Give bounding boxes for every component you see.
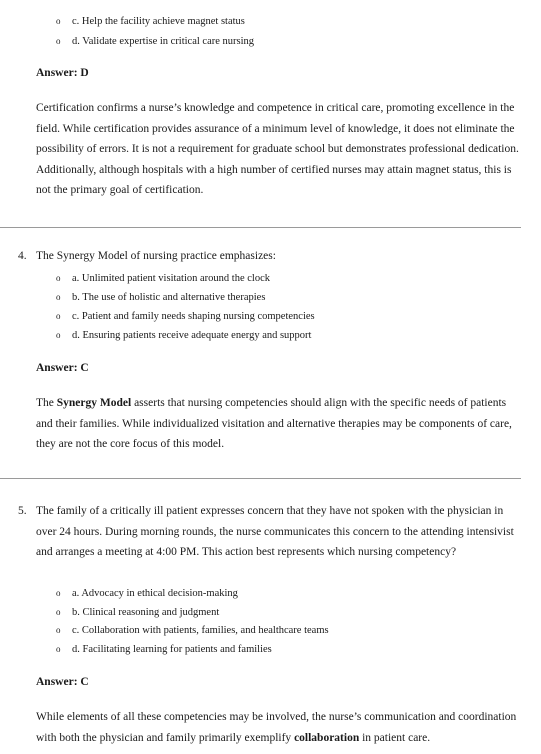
q5-option-a xyxy=(56,586,238,601)
bullet-icon: o xyxy=(56,273,61,283)
explanation-text: asserts that nursing competencies should align with the specific needs of patients and their families. While individualized visitation and alternative therapies may be components of care, they are not the core focus of this model. xyxy=(36,397,512,450)
section-divider xyxy=(0,227,521,228)
q5-question: The family of a critically ill patient expresses concern that they have not spoken with the physician in over 24 hours. During morning rounds, the nurse communicates this concern to the attending intensivist and arranges a meeting at 4:00 PM. This action best represents which nursing competency? xyxy=(36,505,514,558)
option-text: b. The use of holistic and alternative therapies xyxy=(72,292,266,303)
q4-option-c xyxy=(56,309,315,324)
q3-explanation: Certification confirms a nurse’s knowledge and competence in critical care, promoting excellence in the field. While certification provides assurance of a minimum level of knowledge, it does not eliminate the possibility of errors. It is not a requirement for graduate school but demonstrates professional dedication. Additionally, although hospitals with a high number of certified nurses may attain magnet status, this is not the primary goal of certification. xyxy=(36,102,519,196)
explanation-text: in patient care. xyxy=(359,731,431,744)
option-text: a. Unlimited patient visitation around the clock xyxy=(72,273,270,284)
bullet-icon: o xyxy=(56,36,61,46)
option-text: c. Patient and family needs shaping nursing competencies xyxy=(72,311,315,322)
q5-answer: Answer: C xyxy=(36,676,89,688)
option-text: c. Collaboration with patients, families, and healthcare teams xyxy=(72,625,329,636)
option-text: d. Ensuring patients receive adequate energy and support xyxy=(72,330,312,341)
q4-option-d xyxy=(56,328,311,343)
bullet-icon: o xyxy=(56,311,61,321)
q5-explanation xyxy=(36,707,520,748)
bullet-icon: o xyxy=(56,16,61,26)
q4-option-a xyxy=(56,271,270,286)
q4-answer: Answer: C xyxy=(36,362,89,374)
bullet-icon: o xyxy=(56,292,61,302)
section-divider xyxy=(0,478,521,479)
explanation-text: While elements of all these competencies may be involved, the nurse’s communication and coordination with both the physician and family primarily exemplify xyxy=(36,711,517,744)
bullet-icon: o xyxy=(56,644,61,654)
explanation-bold-term: collaboration xyxy=(294,731,360,744)
q5-option-d xyxy=(56,642,272,657)
q5-number: 5. xyxy=(18,505,27,517)
bullet-icon: o xyxy=(56,588,61,598)
option-text: c. Help the facility achieve magnet status xyxy=(72,16,245,27)
bullet-icon: o xyxy=(56,625,61,635)
q4-option-b xyxy=(56,290,265,305)
explanation-bold-term: Synergy Model xyxy=(56,397,132,409)
q4-number: 4. xyxy=(18,250,27,262)
q3-answer: Answer: D xyxy=(36,67,89,79)
option-text: a. Advocacy in ethical decision-making xyxy=(72,588,238,599)
q3-option-d xyxy=(56,34,254,49)
q5-option-b xyxy=(56,605,219,620)
option-text: b. Clinical reasoning and judgment xyxy=(72,607,220,618)
bullet-icon: o xyxy=(56,330,61,340)
q3-option-c xyxy=(56,14,245,29)
bullet-icon: o xyxy=(56,607,61,617)
q4-explanation xyxy=(36,393,520,455)
explanation-text: The xyxy=(36,397,57,409)
q4-question: The Synergy Model of nursing practice emphasizes: xyxy=(36,250,276,262)
option-text: d. Validate expertise in critical care nursing xyxy=(72,36,255,47)
q5-option-c xyxy=(56,623,329,638)
option-text: d. Facilitating learning for patients and families xyxy=(72,644,272,655)
